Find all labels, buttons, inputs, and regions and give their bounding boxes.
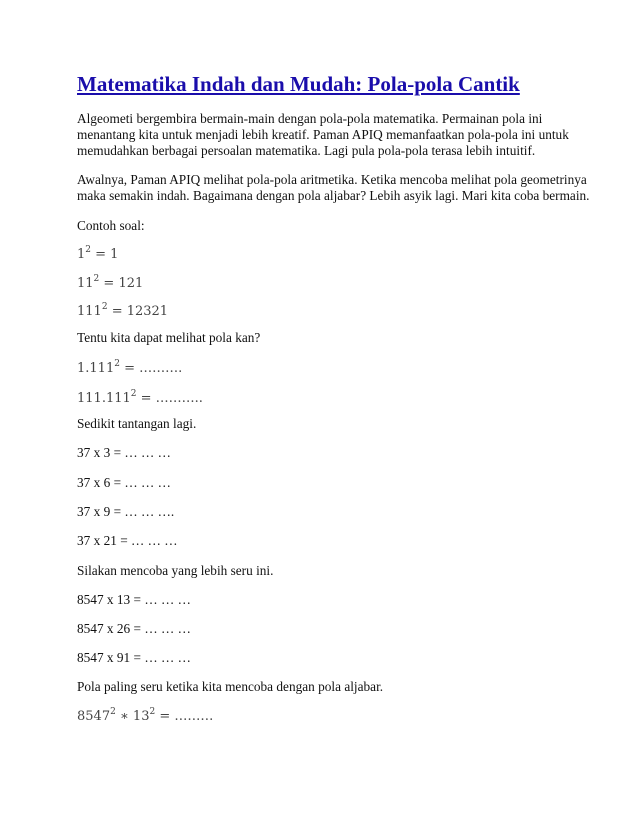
- pattern-equation: [77, 361, 182, 376]
- square-equation: [77, 304, 168, 319]
- algebra-label: Pola paling seru ketika kita mencoba dengan pola aljabar.: [77, 679, 384, 694]
- equation-exponent: 2: [114, 359, 120, 369]
- equation-exponent: 2: [101, 302, 108, 312]
- second-line: maka semakin indah. Bagaimana dengan pola aljabar? Lebih asyik lagi. Mari kita coba bermain.: [77, 188, 590, 203]
- equation-operator: ∗ 13: [115, 709, 150, 724]
- equation-base: 8547: [77, 709, 111, 724]
- second-line: Awalnya, Paman APIQ melihat pola-pola aritmetika. Ketika mencoba melihat pola geometrinya: [77, 172, 587, 187]
- equation-result: = 121: [99, 276, 144, 291]
- challenge-item: 37 x 6 = … … …: [77, 475, 171, 490]
- intro-line: memudahkan berbagai persoalan matematika. Lagi pula pola-pola terasa lebih intuitif.: [77, 143, 536, 158]
- challenge-label: Sedikit tantangan lagi.: [77, 416, 197, 431]
- try-item: 8547 x 26 = … … …: [77, 621, 191, 636]
- square-equation: [77, 247, 118, 262]
- pattern-equation: [77, 391, 203, 406]
- equation-base: 111: [77, 304, 102, 319]
- intro-line: menantang kita untuk menjadi lebih kreatif. Paman APIQ memanfaatkan pola-pola ini untuk: [77, 127, 569, 142]
- challenge-item: 37 x 3 = … … …: [77, 445, 171, 460]
- equation-exponent: 2: [130, 389, 137, 399]
- try-item: 8547 x 91 = … … …: [77, 650, 191, 665]
- page-title[interactable]: Matematika Indah dan Mudah: Pola-pola Cantik: [77, 72, 520, 96]
- equation-exponent: 2: [110, 707, 116, 717]
- challenge-item: 37 x 21 = … … …: [77, 533, 178, 548]
- equation-result: = ………..: [136, 391, 203, 406]
- challenge-item: 37 x 9 = … … ….: [77, 504, 175, 519]
- equation-base: 1.111: [77, 361, 115, 376]
- equation-exponent: 2: [93, 274, 100, 284]
- equation-base: 111.111: [77, 391, 131, 406]
- equation-base: 1: [77, 247, 86, 262]
- try-label: Silakan mencoba yang lebih seru ini.: [77, 563, 274, 578]
- pattern-question: Tentu kita dapat melihat pola kan?: [77, 330, 261, 345]
- equation-exponent: 2: [85, 245, 92, 255]
- second-paragraph: [77, 172, 589, 204]
- intro-line: Algeometi bergembira bermain-main dengan pola-pola matematika. Permainan pola ini: [77, 111, 543, 126]
- intro-paragraph: [77, 111, 569, 159]
- equation-exponent: 2: [149, 707, 156, 717]
- square-equation: [77, 276, 143, 291]
- algebra-equation: [77, 709, 213, 724]
- equation-result: = ……….: [119, 361, 183, 376]
- equation-result: = ………: [155, 709, 214, 724]
- equation-result: = 1: [91, 247, 119, 262]
- try-item: 8547 x 13 = … … …: [77, 592, 191, 607]
- example-label: Contoh soal:: [77, 218, 145, 233]
- equation-base: 11: [77, 276, 94, 291]
- equation-result: = 12321: [107, 304, 169, 319]
